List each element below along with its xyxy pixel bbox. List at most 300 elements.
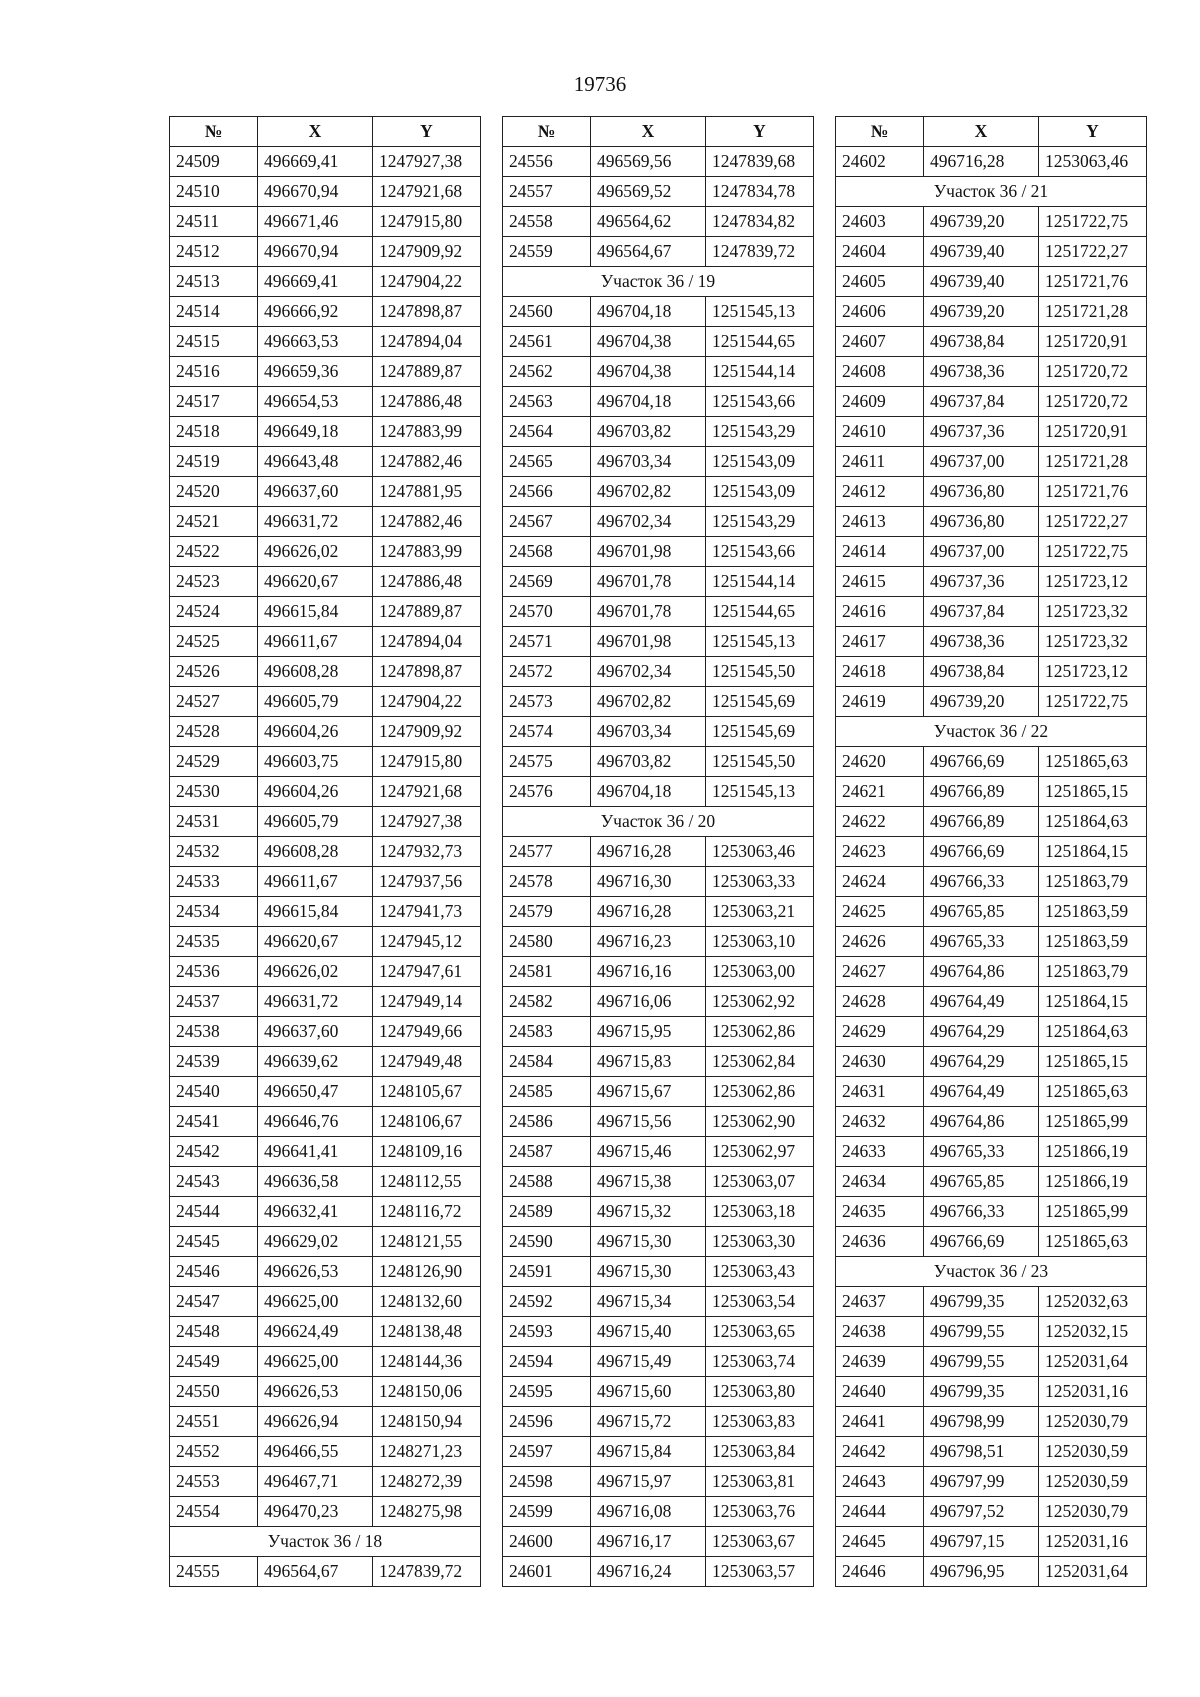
y-coordinate-cell: 1247882,46: [373, 507, 481, 537]
table-row: [503, 1467, 814, 1497]
table-row: [503, 867, 814, 897]
table-row: [503, 417, 814, 447]
table-row: [836, 927, 1147, 957]
point-number-cell: 24622: [836, 807, 924, 837]
table-row: [503, 1287, 814, 1317]
table-row: [503, 1437, 814, 1467]
point-number-cell: 24588: [503, 1167, 591, 1197]
y-coordinate-cell: 1248275,98: [373, 1497, 481, 1527]
x-coordinate-cell: 496766,89: [924, 807, 1039, 837]
y-coordinate-cell: 1247889,87: [373, 597, 481, 627]
point-number-cell: 24641: [836, 1407, 924, 1437]
x-coordinate-cell: 496764,29: [924, 1047, 1039, 1077]
y-coordinate-cell: 1253063,54: [706, 1287, 814, 1317]
header-y: Y: [1039, 117, 1147, 147]
y-coordinate-cell: 1253063,57: [706, 1557, 814, 1587]
table-row: [503, 1017, 814, 1047]
x-coordinate-cell: 496626,53: [258, 1377, 373, 1407]
x-coordinate-cell: 496703,34: [591, 447, 706, 477]
point-number-cell: 24624: [836, 867, 924, 897]
table-body: [503, 147, 814, 1587]
point-number-cell: 24551: [170, 1407, 258, 1437]
page-number: 19736: [573, 72, 627, 96]
x-coordinate-cell: 496631,72: [258, 507, 373, 537]
point-number-cell: 24642: [836, 1437, 924, 1467]
x-coordinate-cell: 496704,18: [591, 387, 706, 417]
y-coordinate-cell: 1247945,12: [373, 927, 481, 957]
table-row: [170, 207, 481, 237]
point-number-cell: 24518: [170, 417, 258, 447]
x-coordinate-cell: 496670,94: [258, 177, 373, 207]
y-coordinate-cell: 1251543,09: [706, 477, 814, 507]
table-row: [170, 1227, 481, 1257]
point-number-cell: 24568: [503, 537, 591, 567]
x-coordinate-cell: 496737,84: [924, 597, 1039, 627]
x-coordinate-cell: 496716,06: [591, 987, 706, 1017]
y-coordinate-cell: 1251865,63: [1039, 747, 1147, 777]
point-number-cell: 24618: [836, 657, 924, 687]
table-row: [503, 297, 814, 327]
table-row: [503, 387, 814, 417]
y-coordinate-cell: 1248116,72: [373, 1197, 481, 1227]
y-coordinate-cell: 1251865,15: [1039, 777, 1147, 807]
table-row: [836, 627, 1147, 657]
x-coordinate-cell: 496604,26: [258, 717, 373, 747]
table-row: [170, 297, 481, 327]
table-row: [170, 777, 481, 807]
x-coordinate-cell: 496715,95: [591, 1017, 706, 1047]
y-coordinate-cell: 1247839,68: [706, 147, 814, 177]
x-coordinate-cell: 496620,67: [258, 567, 373, 597]
section-title: Участок 36 / 22: [836, 717, 1147, 747]
x-coordinate-cell: 496659,36: [258, 357, 373, 387]
point-number-cell: 24630: [836, 1047, 924, 1077]
point-number-cell: 24628: [836, 987, 924, 1017]
y-coordinate-cell: 1251863,79: [1039, 957, 1147, 987]
y-coordinate-cell: 1247927,38: [373, 807, 481, 837]
y-coordinate-cell: 1248109,16: [373, 1137, 481, 1167]
x-coordinate-cell: 496701,78: [591, 597, 706, 627]
x-coordinate-cell: 496765,85: [924, 1167, 1039, 1197]
y-coordinate-cell: 1251721,28: [1039, 297, 1147, 327]
x-coordinate-cell: 496671,46: [258, 207, 373, 237]
x-coordinate-cell: 496715,30: [591, 1257, 706, 1287]
y-coordinate-cell: 1251721,76: [1039, 477, 1147, 507]
x-coordinate-cell: 496715,40: [591, 1317, 706, 1347]
y-coordinate-cell: 1251865,63: [1039, 1077, 1147, 1107]
table-row: [836, 1077, 1147, 1107]
point-number-cell: 24639: [836, 1347, 924, 1377]
y-coordinate-cell: 1247883,99: [373, 537, 481, 567]
point-number-cell: 24638: [836, 1317, 924, 1347]
x-coordinate-cell: 496715,97: [591, 1467, 706, 1497]
table-row: [836, 417, 1147, 447]
table-row: [170, 177, 481, 207]
table-header-row: [503, 117, 814, 147]
point-number-cell: 24544: [170, 1197, 258, 1227]
y-coordinate-cell: 1251544,14: [706, 567, 814, 597]
y-coordinate-cell: 1247839,72: [706, 237, 814, 267]
x-coordinate-cell: 496704,38: [591, 327, 706, 357]
point-number-cell: 24594: [503, 1347, 591, 1377]
y-coordinate-cell: 1253063,74: [706, 1347, 814, 1377]
table-row: [170, 867, 481, 897]
table-row: [836, 357, 1147, 387]
table-row: [503, 327, 814, 357]
y-coordinate-cell: 1251723,32: [1039, 597, 1147, 627]
table-row: [836, 267, 1147, 297]
point-number-cell: 24592: [503, 1287, 591, 1317]
y-coordinate-cell: 1247894,04: [373, 327, 481, 357]
x-coordinate-cell: 496703,82: [591, 417, 706, 447]
x-coordinate-cell: 496765,33: [924, 1137, 1039, 1167]
x-coordinate-cell: 496669,41: [258, 267, 373, 297]
x-coordinate-cell: 496796,95: [924, 1557, 1039, 1587]
x-coordinate-cell: 496715,46: [591, 1137, 706, 1167]
point-number-cell: 24614: [836, 537, 924, 567]
point-number-cell: 24619: [836, 687, 924, 717]
y-coordinate-cell: 1247886,48: [373, 387, 481, 417]
table-row: [170, 1377, 481, 1407]
table-row: [503, 357, 814, 387]
y-coordinate-cell: 1247932,73: [373, 837, 481, 867]
table-row: [503, 207, 814, 237]
point-number-cell: 24645: [836, 1527, 924, 1557]
table-row: [170, 1257, 481, 1287]
x-coordinate-cell: 496715,83: [591, 1047, 706, 1077]
table-row: [503, 237, 814, 267]
y-coordinate-cell: 1253063,00: [706, 957, 814, 987]
x-coordinate-cell: 496765,85: [924, 897, 1039, 927]
y-coordinate-cell: 1253063,46: [706, 837, 814, 867]
y-coordinate-cell: 1251721,28: [1039, 447, 1147, 477]
y-coordinate-cell: 1253063,76: [706, 1497, 814, 1527]
x-coordinate-cell: 496739,40: [924, 267, 1039, 297]
point-number-cell: 24539: [170, 1047, 258, 1077]
point-number-cell: 24558: [503, 207, 591, 237]
y-coordinate-cell: 1248112,55: [373, 1167, 481, 1197]
x-coordinate-cell: 496716,28: [591, 837, 706, 867]
y-coordinate-cell: 1247915,80: [373, 747, 481, 777]
y-coordinate-cell: 1253063,18: [706, 1197, 814, 1227]
point-number-cell: 24582: [503, 987, 591, 1017]
point-number-cell: 24535: [170, 927, 258, 957]
point-number-cell: 24565: [503, 447, 591, 477]
table-row: [503, 1377, 814, 1407]
x-coordinate-cell: 496766,33: [924, 867, 1039, 897]
y-coordinate-cell: 1253062,86: [706, 1077, 814, 1107]
x-coordinate-cell: 496716,16: [591, 957, 706, 987]
point-number-cell: 24575: [503, 747, 591, 777]
point-number-cell: 24543: [170, 1167, 258, 1197]
table-row: [170, 477, 481, 507]
point-number-cell: 24589: [503, 1197, 591, 1227]
table-row: [836, 447, 1147, 477]
y-coordinate-cell: 1247898,87: [373, 657, 481, 687]
x-coordinate-cell: 496701,98: [591, 537, 706, 567]
point-number-cell: 24603: [836, 207, 924, 237]
table-row: [170, 357, 481, 387]
y-coordinate-cell: 1248144,36: [373, 1347, 481, 1377]
table-row: [836, 777, 1147, 807]
x-coordinate-cell: 496737,36: [924, 567, 1039, 597]
x-coordinate-cell: 496766,69: [924, 747, 1039, 777]
table-row: [170, 897, 481, 927]
point-number-cell: 24606: [836, 297, 924, 327]
table-row: [503, 1047, 814, 1077]
table-row: [836, 1437, 1147, 1467]
table-row: [836, 1317, 1147, 1347]
table-row: [170, 837, 481, 867]
x-coordinate-cell: 496716,23: [591, 927, 706, 957]
section-row: [503, 807, 814, 837]
y-coordinate-cell: 1247941,73: [373, 897, 481, 927]
coordinate-table: [835, 116, 1147, 1587]
section-title: Участок 36 / 23: [836, 1257, 1147, 1287]
point-number-cell: 24519: [170, 447, 258, 477]
y-coordinate-cell: 1251545,13: [706, 627, 814, 657]
point-number-cell: 24600: [503, 1527, 591, 1557]
point-number-cell: 24635: [836, 1197, 924, 1227]
table-row: [836, 837, 1147, 867]
x-coordinate-cell: 496624,49: [258, 1317, 373, 1347]
table-row: [836, 387, 1147, 417]
point-number-cell: 24577: [503, 837, 591, 867]
x-coordinate-cell: 496632,41: [258, 1197, 373, 1227]
x-coordinate-cell: 496798,51: [924, 1437, 1039, 1467]
x-coordinate-cell: 496625,00: [258, 1287, 373, 1317]
point-number-cell: 24540: [170, 1077, 258, 1107]
table-row: [836, 1197, 1147, 1227]
table-row: [836, 297, 1147, 327]
point-number-cell: 24569: [503, 567, 591, 597]
y-coordinate-cell: 1248132,60: [373, 1287, 481, 1317]
table-row: [836, 237, 1147, 267]
y-coordinate-cell: 1253062,84: [706, 1047, 814, 1077]
y-coordinate-cell: 1251723,12: [1039, 567, 1147, 597]
point-number-cell: 24615: [836, 567, 924, 597]
x-coordinate-cell: 496739,20: [924, 687, 1039, 717]
table-row: [170, 957, 481, 987]
point-number-cell: 24580: [503, 927, 591, 957]
section-row: [836, 717, 1147, 747]
y-coordinate-cell: 1247904,22: [373, 687, 481, 717]
y-coordinate-cell: 1253063,21: [706, 897, 814, 927]
x-coordinate-cell: 496715,72: [591, 1407, 706, 1437]
y-coordinate-cell: 1253063,83: [706, 1407, 814, 1437]
x-coordinate-cell: 496663,53: [258, 327, 373, 357]
table-row: [836, 477, 1147, 507]
y-coordinate-cell: 1247949,48: [373, 1047, 481, 1077]
table-row: [503, 627, 814, 657]
y-coordinate-cell: 1252030,59: [1039, 1467, 1147, 1497]
x-coordinate-cell: 496470,23: [258, 1497, 373, 1527]
table-header-row: [836, 117, 1147, 147]
y-coordinate-cell: 1248126,90: [373, 1257, 481, 1287]
y-coordinate-cell: 1251864,63: [1039, 1017, 1147, 1047]
table-row: [836, 747, 1147, 777]
x-coordinate-cell: 496715,67: [591, 1077, 706, 1107]
x-coordinate-cell: 496736,80: [924, 507, 1039, 537]
table-row: [836, 207, 1147, 237]
point-number-cell: 24629: [836, 1017, 924, 1047]
point-number-cell: 24522: [170, 537, 258, 567]
table-row: [170, 1287, 481, 1317]
point-number-cell: 24560: [503, 297, 591, 327]
point-number-cell: 24585: [503, 1077, 591, 1107]
point-number-cell: 24611: [836, 447, 924, 477]
y-coordinate-cell: 1251545,50: [706, 657, 814, 687]
header-number: №: [836, 117, 924, 147]
point-number-cell: 24526: [170, 657, 258, 687]
table-row: [836, 1527, 1147, 1557]
point-number-cell: 24627: [836, 957, 924, 987]
x-coordinate-cell: 496605,79: [258, 807, 373, 837]
x-coordinate-cell: 496799,55: [924, 1347, 1039, 1377]
x-coordinate-cell: 496631,72: [258, 987, 373, 1017]
x-coordinate-cell: 496625,00: [258, 1347, 373, 1377]
x-coordinate-cell: 496636,58: [258, 1167, 373, 1197]
point-number-cell: 24590: [503, 1227, 591, 1257]
table-row: [836, 807, 1147, 837]
y-coordinate-cell: 1251722,27: [1039, 237, 1147, 267]
point-number-cell: 24601: [503, 1557, 591, 1587]
table-row: [503, 1137, 814, 1167]
y-coordinate-cell: 1247839,72: [373, 1557, 481, 1587]
point-number-cell: 24593: [503, 1317, 591, 1347]
point-number-cell: 24553: [170, 1467, 258, 1497]
point-number-cell: 24516: [170, 357, 258, 387]
y-coordinate-cell: 1251720,72: [1039, 387, 1147, 417]
point-number-cell: 24564: [503, 417, 591, 447]
x-coordinate-cell: 496764,86: [924, 957, 1039, 987]
table-row: [170, 597, 481, 627]
point-number-cell: 24617: [836, 627, 924, 657]
x-coordinate-cell: 496716,28: [924, 147, 1039, 177]
point-number-cell: 24541: [170, 1107, 258, 1137]
x-coordinate-cell: 496654,53: [258, 387, 373, 417]
table-row: [170, 1077, 481, 1107]
point-number-cell: 24609: [836, 387, 924, 417]
table-row: [503, 897, 814, 927]
table-row: [836, 867, 1147, 897]
table-row: [170, 987, 481, 1017]
table-row: [503, 477, 814, 507]
table-row: [836, 1377, 1147, 1407]
y-coordinate-cell: 1248150,06: [373, 1377, 481, 1407]
point-number-cell: 24513: [170, 267, 258, 297]
point-number-cell: 24610: [836, 417, 924, 447]
y-coordinate-cell: 1248106,67: [373, 1107, 481, 1137]
x-coordinate-cell: 496716,30: [591, 867, 706, 897]
point-number-cell: 24524: [170, 597, 258, 627]
table-row: [836, 957, 1147, 987]
x-coordinate-cell: 496737,00: [924, 447, 1039, 477]
table-row: [170, 387, 481, 417]
table-row: [836, 987, 1147, 1017]
x-coordinate-cell: 496715,32: [591, 1197, 706, 1227]
x-coordinate-cell: 496764,49: [924, 1077, 1039, 1107]
x-coordinate-cell: 496764,86: [924, 1107, 1039, 1137]
point-number-cell: 24602: [836, 147, 924, 177]
point-number-cell: 24527: [170, 687, 258, 717]
header-x: X: [924, 117, 1039, 147]
y-coordinate-cell: 1247898,87: [373, 297, 481, 327]
table-row: [170, 1347, 481, 1377]
point-number-cell: 24576: [503, 777, 591, 807]
y-coordinate-cell: 1248105,67: [373, 1077, 481, 1107]
point-number-cell: 24521: [170, 507, 258, 537]
x-coordinate-cell: 496738,36: [924, 627, 1039, 657]
point-number-cell: 24546: [170, 1257, 258, 1287]
table-row: [503, 1197, 814, 1227]
point-number-cell: 24625: [836, 897, 924, 927]
table-row: [170, 1047, 481, 1077]
x-coordinate-cell: 496702,34: [591, 507, 706, 537]
y-coordinate-cell: 1247904,22: [373, 267, 481, 297]
y-coordinate-cell: 1253062,86: [706, 1017, 814, 1047]
point-number-cell: 24509: [170, 147, 258, 177]
table-row: [836, 1557, 1147, 1587]
x-coordinate-cell: 496715,84: [591, 1437, 706, 1467]
x-coordinate-cell: 496797,52: [924, 1497, 1039, 1527]
point-number-cell: 24537: [170, 987, 258, 1017]
header-number: №: [170, 117, 258, 147]
point-number-cell: 24552: [170, 1437, 258, 1467]
point-number-cell: 24567: [503, 507, 591, 537]
y-coordinate-cell: 1248272,39: [373, 1467, 481, 1497]
point-number-cell: 24563: [503, 387, 591, 417]
point-number-cell: 24548: [170, 1317, 258, 1347]
point-number-cell: 24637: [836, 1287, 924, 1317]
point-number-cell: 24566: [503, 477, 591, 507]
y-coordinate-cell: 1251720,72: [1039, 357, 1147, 387]
point-number-cell: 24595: [503, 1377, 591, 1407]
y-coordinate-cell: 1251723,12: [1039, 657, 1147, 687]
point-number-cell: 24571: [503, 627, 591, 657]
point-number-cell: 24547: [170, 1287, 258, 1317]
x-coordinate-cell: 496569,56: [591, 147, 706, 177]
point-number-cell: 24644: [836, 1497, 924, 1527]
y-coordinate-cell: 1251545,69: [706, 717, 814, 747]
x-coordinate-cell: 496626,94: [258, 1407, 373, 1437]
table-row: [836, 327, 1147, 357]
table-row: [836, 657, 1147, 687]
point-number-cell: 24583: [503, 1017, 591, 1047]
y-coordinate-cell: 1247882,46: [373, 447, 481, 477]
x-coordinate-cell: 496739,20: [924, 297, 1039, 327]
table-row: [836, 567, 1147, 597]
x-coordinate-cell: 496739,20: [924, 207, 1039, 237]
x-coordinate-cell: 496626,02: [258, 957, 373, 987]
point-number-cell: 24538: [170, 1017, 258, 1047]
y-coordinate-cell: 1247915,80: [373, 207, 481, 237]
point-number-cell: 24574: [503, 717, 591, 747]
table-row: [170, 1557, 481, 1587]
table-body: [170, 147, 481, 1587]
x-coordinate-cell: 496799,55: [924, 1317, 1039, 1347]
table-header-row: [170, 117, 481, 147]
table-row: [836, 1467, 1147, 1497]
table-row: [503, 537, 814, 567]
table-row: [170, 237, 481, 267]
coordinate-table: [169, 116, 481, 1587]
point-number-cell: 24623: [836, 837, 924, 867]
x-coordinate-cell: 496467,71: [258, 1467, 373, 1497]
table-row: [836, 897, 1147, 927]
x-coordinate-cell: 496637,60: [258, 477, 373, 507]
table-row: [836, 147, 1147, 177]
